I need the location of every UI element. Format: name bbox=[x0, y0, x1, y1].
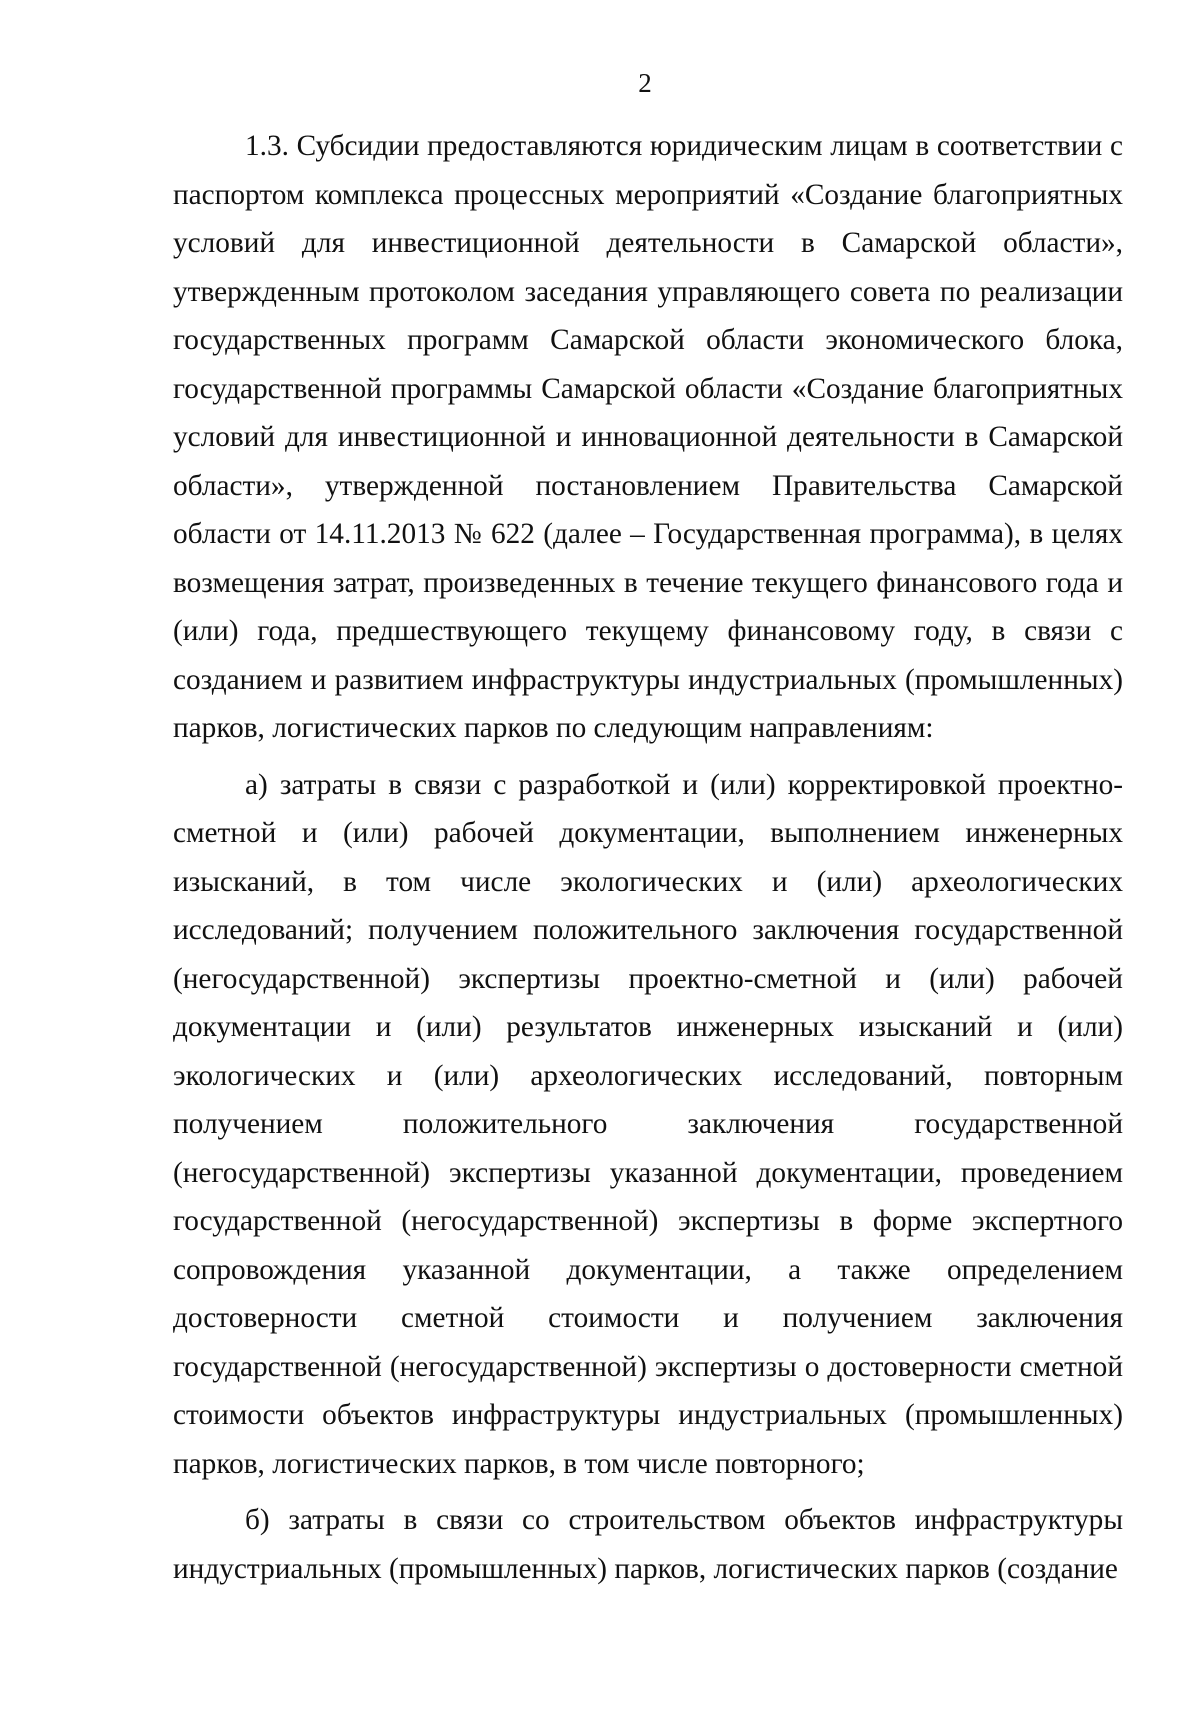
paragraph-a: а) затраты в связи с разработкой и (или) корректировкой проектно-сметной и (или) рабочей документации, выполнением инженерных изысканий, в том числе экологических и (или) археологических исследований; получением положительного заключения государственной (негосударственной) экспертизы проектно-сметной и (или) рабочей документации и (или) результатов инженерных изысканий и (или) экологических и (или) археологических исследований, повторным получением положительного заключения государственной (негосударственной) экспертизы указанной документации, проведением государственной (негосударственной) экспертизы в форме экспертного сопровождения указанной документации, а также определением достоверности сметной стоимости и получением заключения государственной (негосударственной) экспертизы о достоверности сметной стоимости объектов инфраструктуры индустриальных (промышленных) парков, логистических парков, в том числе повторного; bbox=[173, 768, 1123, 1480]
document-body bbox=[173, 122, 1123, 1593]
paragraph-1-3: 1.3. Субсидии предоставляются юридическим лицам в соответствии с паспортом комплекса процессных мероприятий «Создание благоприятных условий для инвестиционной деятельности в Самарской области», утвержденным протоколом заседания управляющего совета по реализации государственных программ Самарской области экономического блока, государственной программы Самарской области «Создание благоприятных условий для инвестиционной и инновационной деятельности в Самарской области», утвержденной постановлением Правительства Самарской области от 14.11.2013 № 622 (далее – Государственная программа), в целях возмещения затрат, произведенных в течение текущего финансового года и (или) года, предшествующего текущему финансовому году, в связи с созданием и развитием инфраструктуры индустриальных (промышленных) парков, логистических парков по следующим направлениям: bbox=[173, 130, 1123, 744]
page-number: 2 bbox=[638, 68, 652, 98]
paragraph-b: б) затраты в связи со строительством объектов инфраструктуры индустриальных (промышленных) парков, логистических парков (создание bbox=[173, 1504, 1123, 1585]
